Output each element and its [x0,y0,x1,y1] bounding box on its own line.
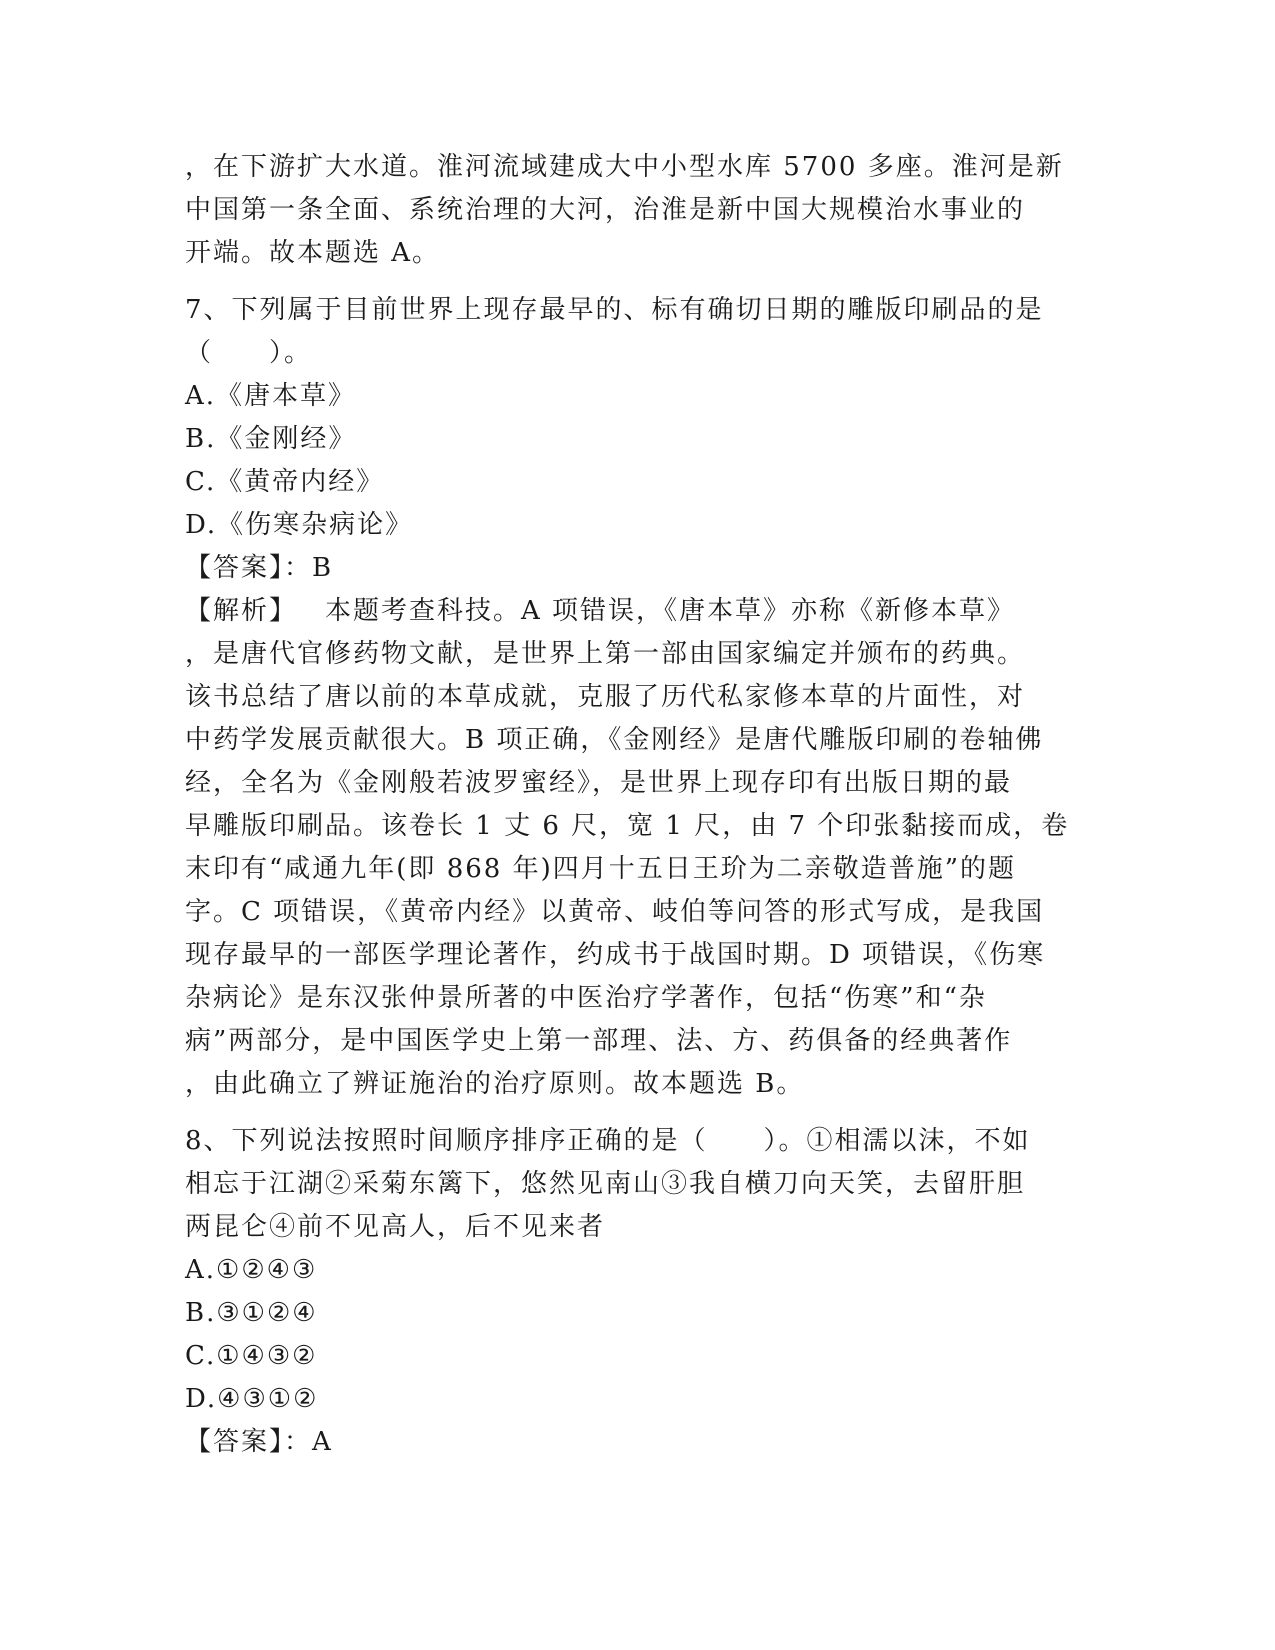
analysis-line: 经，全名为《金刚般若波罗蜜经》，是世界上现存印有出版日期的最 [185,768,1013,798]
question-8-option-d: D.④③①② [185,1384,319,1414]
question-8-option-b: B.③①②④ [185,1298,318,1328]
question-7 [185,289,1085,1106]
prev-explanation-line: 开端。故本题选 A。 [185,238,441,268]
document-page [185,146,1085,1464]
question-8-stem: 相忘于江湖②采菊东篱下，悠然见南山③我自横刀向天笑，去留肝胆 [185,1169,1026,1199]
question-7-option-a: A.《唐本草》 [185,381,357,411]
answer-value: B [312,553,334,583]
question-8-option-a: A.①②④③ [185,1255,318,1285]
analysis-line: ，由此确立了辨证施治的治疗原则。故本题选 B。 [185,1069,805,1099]
question-7-option-d: D.《伤寒杂病论》 [185,510,414,540]
analysis-text: 本题考查科技。A 项错误，《唐本草》亦称《新修本草》 [325,596,1016,626]
question-7-stem: （ ）。 [185,338,313,368]
question-7-option-c: C.《黄帝内经》 [185,467,385,497]
analysis-line: 现存最早的一部医学理论著作，约成书于战国时期。D 项错误，《伤寒 [185,940,1046,970]
prev-explanation-line: 中国第一条全面、系统治理的大河，治淮是新中国大规模治水事业的 [185,195,1026,225]
question-8 [185,1120,1085,1464]
question-8-stem: 8、下列说法按照时间顺序排序正确的是（ ）。①相濡以沫，不如 [185,1126,1031,1156]
prev-explanation [185,146,1085,275]
analysis-line: 该书总结了唐以前的本草成就，克服了历代私家修本草的片面性，对 [185,682,1026,712]
analysis-line: 中药学发展贡献很大。B 项正确，《金刚经》是唐代雕版印刷的卷轴佛 [185,725,1044,755]
analysis-line: 字。C 项错误，《黄帝内经》以黄帝、岐伯等问答的形式写成，是我国 [185,897,1045,927]
analysis-line: 早雕版印刷品。该卷长 1 丈 6 尺，宽 1 尺，由 7 个印张黏接而成，卷 [185,811,1070,841]
question-8-option-c: C.①④③② [185,1341,318,1371]
question-8-answer [185,1421,1085,1464]
answer-value: A [312,1427,333,1457]
analysis-line: ，是唐代官修药物文献，是世界上第一部由国家编定并颁布的药典。 [185,639,1026,669]
analysis-line: 病”两部分，是中国医学史上第一部理、法、方、药俱备的经典著作 [185,1026,1013,1056]
analysis-line: 杂病论》是东汉张仲景所著的中医治疗学著作，包括“伤寒”和“杂 [185,983,987,1013]
question-7-answer [185,547,1085,590]
analysis-label: 【解析】 [185,596,298,626]
prev-explanation-line: ，在下游扩大水道。淮河流域建成大中小型水库 5700 多座。淮河是新 [185,152,1064,182]
question-7-stem: 7、下列属于目前世界上现存最早的、标有确切日期的雕版印刷品的是 [185,295,1044,325]
question-7-option-b: B.《金刚经》 [185,424,357,454]
answer-label: 【答案】： [185,553,313,583]
answer-label: 【答案】： [185,1427,313,1457]
question-7-analysis-first [185,590,1085,633]
analysis-line: 末印有“咸通九年(即 868 年)四月十五日王玠为二亲敬造普施”的题 [185,854,1017,884]
question-8-stem: 两昆仑④前不见高人，后不见来者 [185,1212,606,1242]
